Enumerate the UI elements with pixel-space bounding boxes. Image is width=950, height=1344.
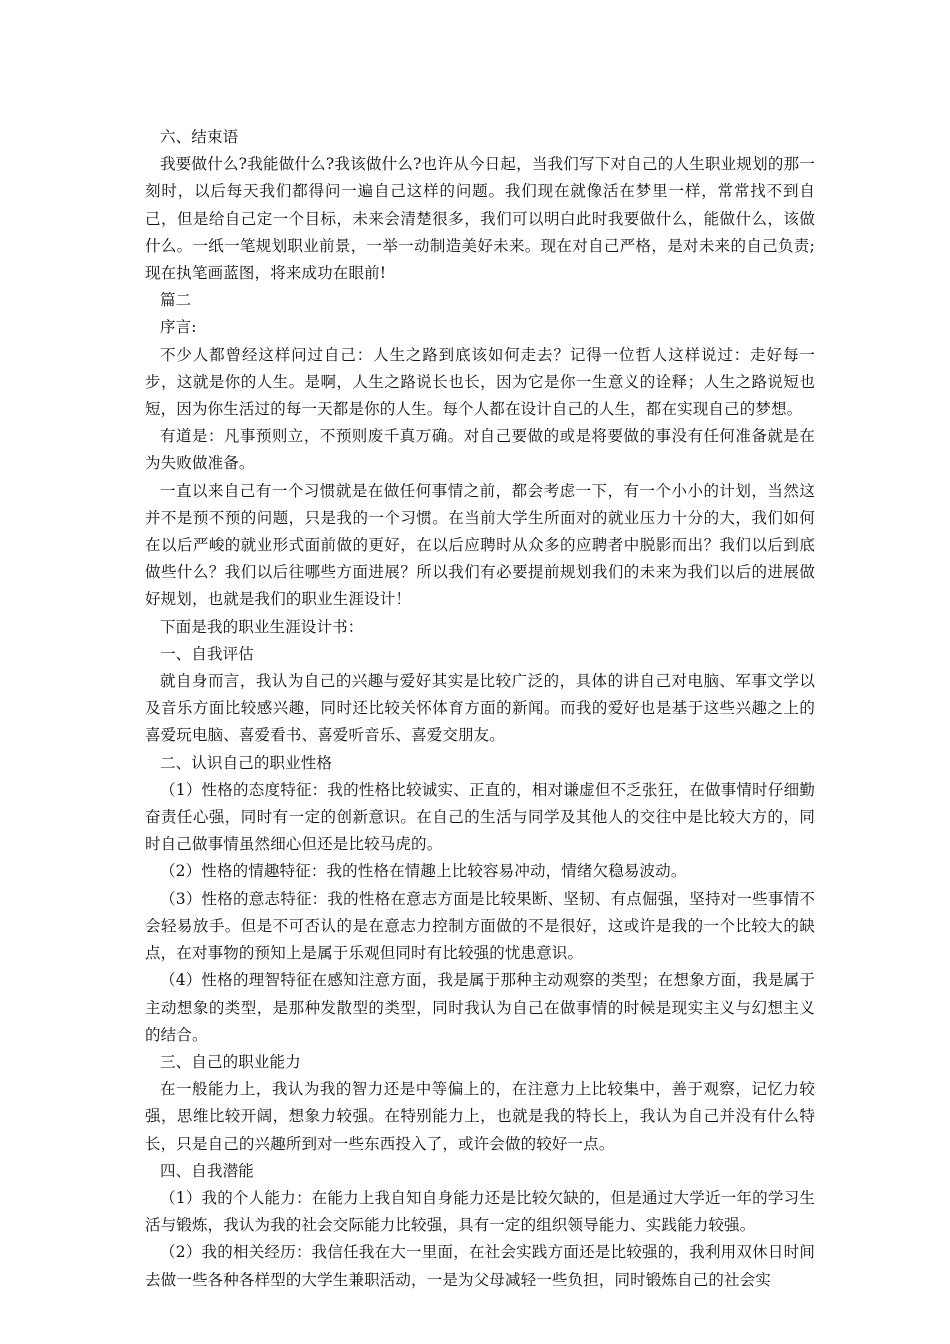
paragraph-intro-design: 下面是我的职业生涯设计书： bbox=[160, 617, 364, 636]
paragraph-personality-4: （4）性格的理智特征在感知注意方面，我是属于那种主动观察的类型；在想象方面，我是属于主动想象的类型，是那种发散型的类型，同时我认为自己在做事情的时候是现实主义与幻想主义的结合。 bbox=[145, 971, 815, 1044]
section-heading-self-assessment: 一、自我评估 bbox=[160, 644, 254, 663]
section-heading-career-personality: 二、认识自己的职业性格 bbox=[160, 753, 333, 772]
document-page bbox=[145, 124, 815, 1294]
part-heading-2: 篇二 bbox=[160, 291, 192, 310]
section-heading-career-ability: 三、自己的职业能力 bbox=[160, 1052, 301, 1071]
paragraph-preface-1: 不少人都曾经这样问过自己：人生之路到底该如何走去？记得一位哲人这样说过：走好每一步，这就是你的人生。是啊，人生之路说长也长，因为它是你一生意义的诠释；人生之路说短也短，因为你生活过的每一天都是你的人生。每个人都在设计自己的人生，都在实现自己的梦想。 bbox=[145, 345, 815, 419]
preface-heading: 序言: bbox=[160, 318, 197, 337]
paragraph-preface-3: 一直以来自己有一个习惯就是在做任何事情之前，都会考虑一下，有一个小小的计划，当然这并不是预不预的问题，只是我的一个习惯。在当前大学生所面对的就业压力十分的大，我们如何在以后严峻的就业形式面前做的更好，在以后应聘时从众多的应聘者中脱影而出？我们以后到底做些什么？我们以后往哪些方面进展？所以我们有必要提前规划我们的未来为我们以后的进展做好规划，也就是我们的职业生涯设计！ bbox=[145, 481, 815, 609]
paragraph-personality-2: （2）性格的情趣特征：我的性格在情趣上比较容易冲动，情绪欠稳易波动。 bbox=[160, 862, 687, 881]
paragraph-potential-2: （2）我的相关经历：我信任我在大一里面，在社会实践方面还是比较强的，我利用双休日时间去做一些各种各样型的大学生兼职活动，一是为父母减轻一些负担，同时锻炼自己的社会实 bbox=[145, 1243, 815, 1289]
paragraph-conclusion: 我要做什么?我能做什么?我该做什么?也许从今日起，当我们写下对自己的人生职业规划的那一刻时，以后每天我们都得问一遍自己这样的问题。我们现在就像活在梦里一样，常常找不到自己，但是给自己定一个目标，未来会清楚很多，我们可以明白此时我要做什么，能做什么，该做什么。一纸一笔规划职业前景，一举一动制造美好未来。现在对自己严格，是对未来的自己负责;现在执笔画蓝图，将来成功在眼前! bbox=[145, 155, 815, 283]
paragraph-self-assessment: 就自身而言，我认为自己的兴趣与爱好其实是比较广泛的，具体的讲自己对电脑、军事文学以及音乐方面比较感兴趣，同时还比较关怀体育方面的新闻。而我的爱好也是基于这些兴趣之上的喜爱玩电脑、喜爱看书、喜爱听音乐、喜爱交朋友。 bbox=[145, 672, 815, 745]
section-heading-conclusion: 六、结束语 bbox=[160, 128, 239, 146]
paragraph-career-ability: 在一般能力上，我认为我的智力还是中等偏上的，在注意力上比较集中，善于观察，记忆力较强，思维比较开阔，想象力较强。在特别能力上，也就是我的特长上，我认为自己并没有什么特长，只是自己的兴趣所到对一些东西投入了，或许会做的较好一点。 bbox=[145, 1080, 815, 1153]
paragraph-preface-2: 有道是：凡事预则立，不预则废千真万确。对自己要做的或是将要做的事没有任何准备就是在为失败做准备。 bbox=[145, 427, 815, 473]
paragraph-personality-1: （1）性格的态度特征：我的性格比较诚实、正直的，相对谦虚但不乏张狂，在做事情时仔细勤奋责任心强，同时有一定的创新意识。在自己的生活与同学及其他人的交往中是比较大方的，同时自己做事情虽然细心但还是比较马虎的。 bbox=[145, 780, 815, 854]
paragraph-potential-1: （1）我的个人能力：在能力上我自知自身能力还是比较欠缺的，但是通过大学近一年的学习生活与锻炼，我认为我的社会交际能力比较强，具有一定的组织领导能力、实践能力较强。 bbox=[145, 1188, 815, 1235]
section-heading-self-potential: 四、自我潜能 bbox=[160, 1161, 254, 1180]
paragraph-personality-3: （3）性格的意志特征：我的性格在意志方面是比较果断、坚韧、有点倔强，坚持对一些事情不会轻易放手。但是不可否认的是在意志力控制方面做的不是很好，这或许是我的一个比较大的缺点，在对事物的预知上是属于乐观但同时有比较强的忧患意识。 bbox=[145, 889, 815, 963]
